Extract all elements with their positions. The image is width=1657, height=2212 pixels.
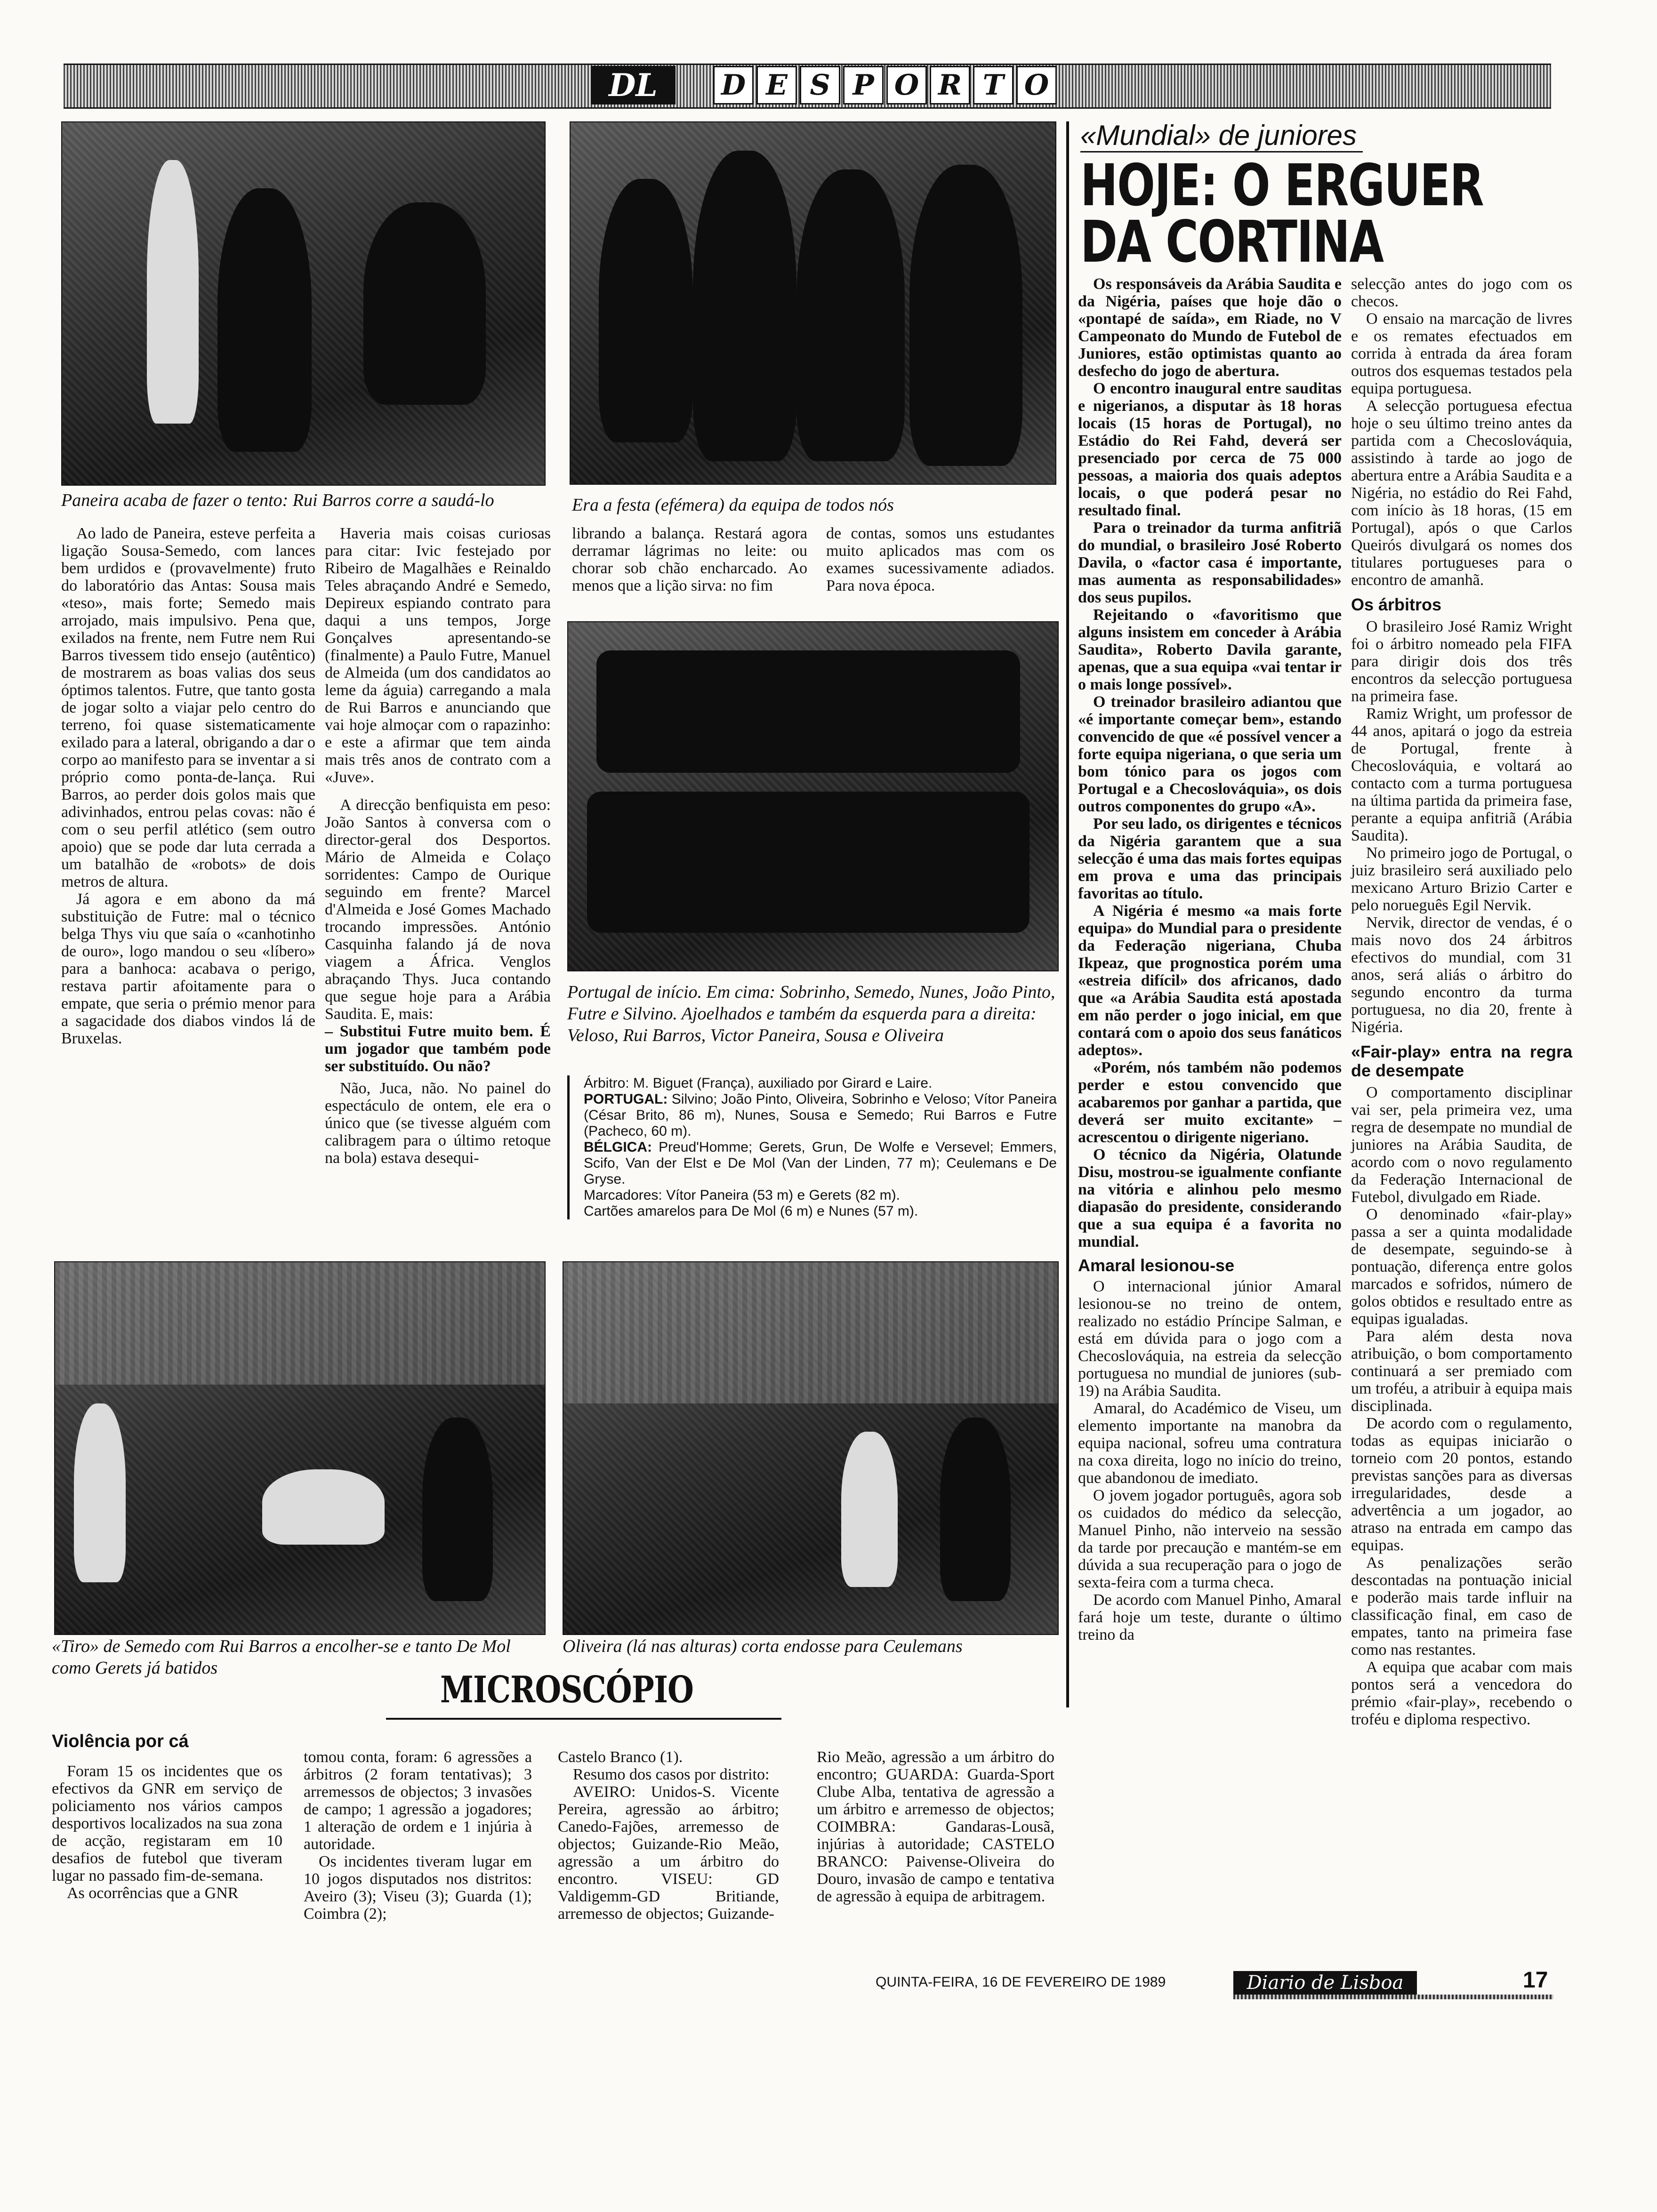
article-column [1078,275,1342,1643]
article-column [325,525,551,1167]
photo-caption: Oliveira (lá nas alturas) corta endosse para Ceulemans [563,1636,963,1656]
paragraph: Foram 15 os incidentes que os efectivos da GNR em serviço de policiamento nos vários campos desportivos localizados na sua zona de acção, registaram em 10 desafios de futebol que tiveram lugar no passado fim-de-semana. [52,1763,282,1884]
quote: – Substitui Futre muito bem. É um jogador que também pode ser substituído. Ou não? [325,1023,551,1075]
section-letter: O [1016,66,1057,104]
paragraph: Ao lado de Paneira, esteve perfeita a ligação Sousa-Semedo, com lances bem urdidos e (provavelmente) fruto do laboratório das Antas: Sousa mais «teso», mais forte; Semedo mais arrojado, mais impulsivo. Pena que, exilados na frente, nem Futre nem Rui Barros tivessem tido ensejo (autêntico) de mostrarem as boas valias dos seus óptimos talentos. Futre, que tanto gosta de jogar solto a viajar pelo centro do terreno, foi quase sistematicamente exilado para a lateral, obrigando a dar o corpo ao manifesto para se inventar a si próprio como ponta-de-lança. Rui Barros, ao perder dois golos mais que adivinhados, entrou pelas covas: não é com o seu perfil atlético (sem outro apoio) que se pode dar luta cerrada a um batalhão de «robots» de dois metros de altura. [61,525,315,890]
cards-line: Cartões amarelos para De Mol (6 m) e Nunes (57 m). [584,1203,918,1219]
footer-rule [1233,1995,1553,1999]
photo-paneira-goal [61,121,546,486]
paragraph: Castelo Branco (1). [558,1748,683,1766]
lead-paragraph: O treinador brasileiro adiantou que «é importante começar bem», estando convencido de que «é possível vencer a forte equipa nigeriana, o que seria um bom tónico para os jogos com Portugal e a Checoslováquia», os dois outros componentes do grupo «A». [1078,693,1342,815]
paragraph: Ramiz Wright, um professor de 44 anos, apitará o jogo da estreia de Portugal, frente à Checoslováquia, e voltará ao contacto com a turma portuguesa na última partida da primeira fase, perante a equipa anfitriã (Arábia Saudita). [1351,705,1572,844]
lead-paragraph: A Nigéria é mesmo «a mais forte equipa» do Mundial para o presidente da Federação nigeriana, Chuba Ikpeaz, que prognostica porém uma «estreia difícil» dos africanos, dado que «a Arábia Saudita está apostada em não perder o jogo inicial, em que contará com o apoio dos seus fanáticos adeptos». [1078,902,1342,1059]
issue-date: QUINTA-FEIRA, 16 DE FEVEREIRO DE 1989 [876,1974,1166,1990]
paragraph: librando a balança. Restará agora derramar lágrimas no leite: ou chorar sob chão encharcado. Ao menos que a lição sirva: no fim [572,525,807,594]
paragraph: Para além desta nova atribuição, o bom comportamento continuará a ser premiado com um troféu, a atribuir à equipa mais disciplinada. [1351,1328,1572,1415]
paragraph: de contas, somos uns estudantes muito aplicados mas com os exames sucessivamente adiados. Para nova época. [826,525,1054,594]
page-number: 17 [1523,1968,1548,1993]
paragraph: O brasileiro José Ramiz Wright foi o árbitro nomeado pela FIFA para dirigir dois dos três encontros da selecção portuguesa na primeira fase. [1351,618,1572,705]
section-letter: P [843,66,884,104]
photo-portugal-team [567,621,1059,971]
paragraph: Rio Meão, agressão a um árbitro do encontro; GUARDA: Guarda-Sport Clube Alba, tentativa de agressão a um árbitro e arremesso de objectos; COIMBRA: Gandaras-Lousã, injúrias à autoridade; CASTELO BRANCO: Paivense-Oliveira do Douro, invasão de campo e tentativa de agressão à equipa de arbitragem. [817,1748,1054,1905]
paragraph: Não, Juca, não. No painel do espectáculo de ontem, ele era o único que (se tivesse alguém com calibragem para o último retoque na bola) estava desequi- [325,1080,551,1167]
section-letter: D [713,66,754,104]
paragraph: Nervik, director de vendas, é o mais novo dos 24 árbitros efectivos do mundial, com 31 anos, será aliás o árbitro do segundo encontro da turma portuguesa, no dia 20, frente à Nigéria. [1351,914,1572,1036]
article-column [61,525,315,1047]
paragraph: O jovem jogador português, agora sob os cuidados do médico da selecção, Manuel Pinho, não interveio na sessão da tarde por precaução e mantém-se em dúvida a sua recuperação para o jogo de sexta-feira com a turma checa. [1078,1487,1342,1591]
section-title [713,66,1060,104]
team-label: BÉLGICA: [584,1139,652,1155]
paragraph: A equipa que acabar com mais pontos será a vencedora do prémio «fair-play», recebendo o troféu e diploma respectivo. [1351,1659,1572,1728]
paragraph: Já agora e em abono da má substituição de Futre: mal o técnico belga Thys viu que saía o «canhotinho de ouro», logo mandou o seu «líbero» para a banhoca: acabava o perigo, restava partir afoitamente para o empate, que seria o prémio menor para a sagacidade dos diabos vindos lá de Bruxelas. [61,890,315,1047]
photo-caption: Paneira acaba de fazer o tento: Rui Barros corre a saudá-lo [61,490,494,510]
lead-paragraph: Para o treinador da turma anfitriã do mundial, o brasileiro José Roberto Davila, o «factor casa é importante, mas aumenta as responsabilidades» dos seus pupilos. [1078,519,1342,606]
paragraph: Haveria mais coisas curiosas para citar: Ivic festejado por Ribeiro de Magalhães e Reinaldo Teles abraçando André e Semedo, Depireux espiando contrato para daqui a uns tempos, Jorge Gonçalves apresentando-se (finalmente) a Paulo Futre, Manuel de Almeida (um dos candidatos ao leme da águia) carregando a mala de Rui Barros e anunciando que vai hoje almoçar com o rapazinho: e este a afirmar que tem ainda mais três anos de contrato com a «Juve». [325,525,551,786]
title-underline [386,1718,781,1720]
photo-oliveira-header [563,1261,1059,1635]
section-letter: O [886,66,927,104]
article-column [304,1748,532,1923]
photo-caption: Portugal de início. Em cima: Sobrinho, Semedo, Nunes, João Pinto, Futre e Silvino. Ajoelhados e também da esquerda para a direita: Veloso, Rui Barros, Victor Paneira, Sousa e Oliveira [567,982,1055,1045]
lead-paragraph: Rejeitando o «favoritismo que alguns insistem em conceder à Arábia Saudita», Roberto Davila garante, apenas, que a sua equipa «vai tentar ir o mais longe possível». [1078,606,1342,693]
article-column [1351,275,1572,1728]
paragraph: No primeiro jogo de Portugal, o juiz brasileiro será auxiliado pelo mexicano Arturo Brizio Carter e pelo norueguês Egil Nervik. [1351,844,1572,914]
team-label: PORTUGAL: [584,1091,668,1107]
team-lineup: Silvino; João Pinto, Oliveira, Sobrinho e Veloso; Vítor Paneira (César Brito, 86 m), Nunes, Sousa e Semedo; Rui Barros e Futre (Pacheco, 60 m). [584,1091,1057,1139]
headline: DA CORTINA [1080,208,1384,275]
article-column [817,1748,1054,1905]
newspaper-logo: DL [591,66,676,104]
paragraph: As penalizações serão descontadas na pontuação inicial e poderão mais tarde influir na classificação final, em caso de empates, tanto na primeira fase como nas restantes. [1351,1554,1572,1659]
photo-team-celebration [570,121,1056,485]
section-letter: S [800,66,840,104]
lead-paragraph: O técnico da Nigéria, Olatunde Disu, mostrou-se igualmente confiante na vitória e alinhou pelo mesmo diapasão do presidente, considerando que a sua equipa é a favorita no mundial. [1078,1146,1342,1250]
article-column [52,1763,282,1902]
paragraph: Amaral, do Académico de Viseu, um elemento importante na manobra da equipa nacional, sofreu uma contratura na coxa direita, logo no início do treino, que abandonou de imediato. [1078,1400,1342,1487]
paragraph: De acordo com Manuel Pinho, Amaral fará hoje um teste, durante o último treino da [1078,1591,1342,1643]
lead-paragraph: Os responsáveis da Arábia Saudita e da Nigéria, países que hoje dão o «pontapé de saída», em Riade, no V Campeonato do Mundo de Futebol de Juniores, estão optimistas quanto ao desfecho do jogo de abertura. [1078,275,1342,380]
paragraph: O denominado «fair-play» passa a ser a quinta modalidade de desempate, seguindo-se à pontuação, diferença entre golos marcados e sofridos, número de golos obtidos e resultado entre as equipas igualadas. [1351,1206,1572,1328]
referee-line: Árbitro: M. Biguet (França), auxiliado por Girard e Laire. [584,1075,933,1091]
headline: HOJE: O ERGUER [1080,152,1484,219]
photo-caption: Era a festa (efémera) da equipa de todos nós [572,495,894,515]
photo-caption: «Tiro» de Semedo com Rui Barros a encolher-se e tanto De Mol como Gerets já batidos [52,1636,511,1678]
subheading: Amaral lesionou-se [1078,1256,1235,1275]
column-title: MICROSCÓPIO [440,1668,694,1711]
lead-paragraph: «Porém, nós também não podemos perder e estou convencido que acabaremos por ganhar a partida, que deverá ser muito excitante» – acrescentou o dirigente nigeriano. [1078,1059,1342,1146]
article-kicker: «Mundial» de juniores [1080,120,1363,152]
team-lineup: Preud'Homme; Gerets, Grun, De Wolfe e Versevel; Emmers, Scifo, Van der Elst e De Mol (Van der Linden, 77 m); Ceulemans e De Gryse. [584,1139,1057,1187]
subheading: «Fair-play» entra na regra de desempate [1351,1042,1572,1080]
lead-paragraph: Por seu lado, os dirigentes e técnicos da Nigéria garantem que a sua selecção é uma das mais fortes equipas em prova e uma das principais favoritas ao título. [1078,815,1342,902]
paragraph: Os incidentes tiveram lugar em 10 jogos disputados nos distritos: Aveiro (3); Viseu (3); Guarda (1); Coimbra (2); [304,1853,532,1923]
subheading: Violência por cá [52,1731,189,1751]
section-letter: R [930,66,970,104]
paragraph: As ocorrências que a GNR [67,1884,239,1902]
paragraph: selecção antes do jogo com os checos. [1351,275,1572,310]
paragraph: O ensaio na marcação de livres e os remates efectuados em corrida à entrada da área foram outros dos esquemas testados pela equipa portuguesa. [1351,310,1572,397]
photo-semedo-shot [54,1261,546,1635]
section-letter: E [756,66,797,104]
scorers-line: Marcadores: Vítor Paneira (53 m) e Gerets (82 m). [584,1187,900,1203]
paragraph: O internacional júnior Amaral lesionou-se no treino de ontem, realizado no estádio Príncipe Salman, e está em dúvida para o jogo com a Checoslováquia, na estreia da selecção portuguesa no mundial de juniores (sub-19) na Arábia Saudita. [1078,1278,1342,1400]
subheading: Os árbitros [1351,595,1442,614]
paragraph: A direcção benfiquista em peso: João Santos à conversa com o director-geral dos Desportos. Mário de Almeida e Colaço sorridentes: Campo de Ourique seguindo em frente? Marcel d'Almeida e José Gomes Machado trocando impressões. António Casquinha falando já de nova viagem a África. Venglos abraçando Thys. Juca contando que segue hoje para a Arábia Saudita. E, mais: [325,796,551,1023]
match-lineup [567,1075,1057,1219]
paragraph: AVEIRO: Unidos-S. Vicente Pereira, agressão ao árbitro; Canedo-Fajões, arremesso de objectos; Guizande-Rio Meão, agressão a um árbitro do encontro. VISEU: GD Valdigemm-GD Britiande, arremesso de objectos; Guizande- [558,1783,779,1923]
section-letter: T [973,66,1014,104]
paragraph: De acordo com o regulamento, todas as equipas iniciarão o torneio com 20 pontos, estando previstas sanções para as diversas irregularidades, desde a advertência a um jogador, ao atraso na entrada em campo das equipas. [1351,1415,1572,1554]
article-column [558,1748,779,1923]
article-column [826,525,1054,594]
article-column [572,525,807,594]
column-divider [1066,121,1069,1707]
paragraph: A selecção portuguesa efectua hoje o seu último treino antes da partida com a Checoslováquia, assistindo à tarde ao jogo de abertura entre a Arábia Saudita e a Nigéria, no estádio do Rei Fahd, com início às 18 horas, (15 em Portugal), após o que Carlos Queirós divulgará os nomes dos titulares portugueses para o encontro de amanhã. [1351,397,1572,589]
paragraph: tomou conta, foram: 6 agressões a árbitros (2 foram tentativas); 3 arremessos de objectos; 3 invasões de campo; 1 agressão a jogadores; 1 alteração de ordem e 1 injúria à autoridade. [304,1748,532,1853]
lead-paragraph: O encontro inaugural entre sauditas e nigerianos, a disputar às 18 horas locais (15 horas de Portugal), no Estádio do Rei Fahd, deverá ser presenciado por cerca de 75 000 pessoas, a maioria dos quais adeptos locais, o que poderá pesar no resultado final. [1078,380,1342,519]
paragraph: Resumo dos casos por distrito: [573,1766,770,1783]
newspaper-masthead: Diario de Lisboa [1233,1971,1417,1995]
paragraph: O comportamento disciplinar vai ser, pela primeira vez, uma regra de desempate no mundial de juniores na Arábia Saudita, de acordo com o novo regulamento da Federação Internacional de Futebol, divulgado em Riade. [1351,1084,1572,1206]
